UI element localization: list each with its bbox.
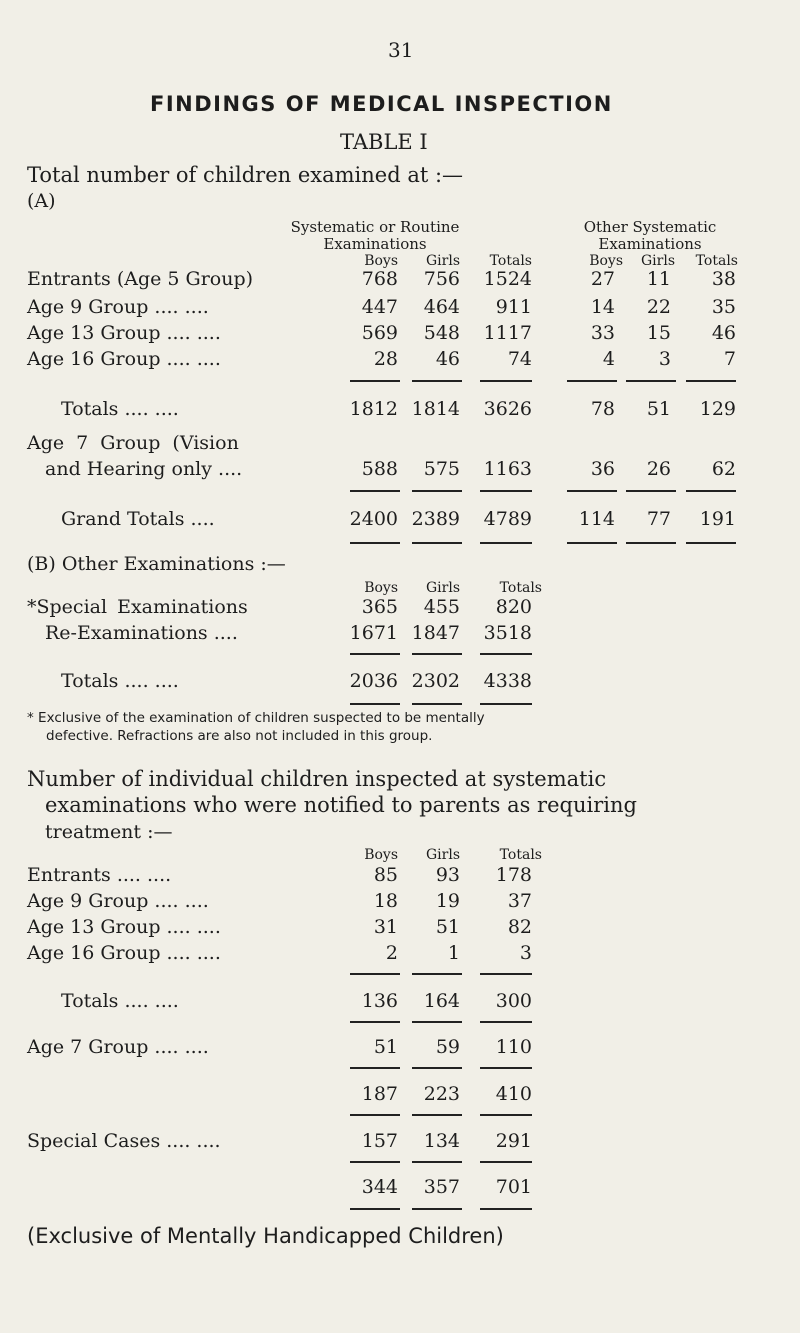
row-label: Entrants .... .... <box>27 864 172 886</box>
cell: 134 <box>423 1130 460 1152</box>
totals-label: Totals .... .... <box>61 990 179 1012</box>
cell: 62 <box>711 458 736 480</box>
cell: 85 <box>373 864 398 886</box>
cell: 2389 <box>411 508 460 530</box>
row-label: *Special Examinations <box>27 596 248 618</box>
cell: 291 <box>495 1130 532 1152</box>
row-label: Entrants (Age 5 Group) <box>27 268 254 290</box>
rule <box>350 490 400 492</box>
footnote-line-2: defective. Refractions are also not included in this group. <box>46 728 433 744</box>
rule <box>626 380 676 382</box>
cell: 447 <box>361 296 398 318</box>
group-header-routine-1: Systematic or Routine <box>290 218 460 236</box>
col-header: Girls <box>425 847 460 863</box>
rule <box>350 973 400 975</box>
cell: 911 <box>495 296 532 318</box>
cell: 1812 <box>349 398 398 420</box>
row-label: Age 13 Group .... .... <box>27 916 221 938</box>
cell: 157 <box>361 1130 398 1152</box>
cell: 7 <box>723 348 736 370</box>
cell: 11 <box>646 268 671 290</box>
cell: 22 <box>646 296 671 318</box>
cell: 14 <box>590 296 615 318</box>
col-header: Totals <box>489 253 532 269</box>
cell: 114 <box>578 508 615 530</box>
col-header: Boys <box>364 847 398 863</box>
cell: 2036 <box>349 670 398 692</box>
cell: 4 <box>602 348 615 370</box>
col-header: Boys <box>364 580 398 596</box>
cell: 178 <box>495 864 532 886</box>
section-c-intro-2: examinations who were notified to parents as requiring <box>45 793 637 817</box>
rule <box>480 653 532 655</box>
cell: 46 <box>435 348 460 370</box>
page-heading: FINDINGS OF MEDICAL INSPECTION <box>150 92 613 116</box>
rule <box>480 1208 532 1210</box>
rule <box>350 1114 400 1116</box>
rule <box>686 490 736 492</box>
cell: 701 <box>495 1176 532 1198</box>
rule <box>480 1067 532 1069</box>
col-header: Totals <box>499 847 542 863</box>
cell: 19 <box>435 890 460 912</box>
cell: 3626 <box>483 398 532 420</box>
cell: 2302 <box>411 670 460 692</box>
rule <box>350 703 400 705</box>
cell: 357 <box>423 1176 460 1198</box>
rule <box>480 380 532 382</box>
cell: 756 <box>423 268 460 290</box>
group-header-other-1: Other Systematic <box>583 218 717 236</box>
cell: 15 <box>646 322 671 344</box>
cell: 300 <box>495 990 532 1012</box>
cell: 93 <box>435 864 460 886</box>
cell: 344 <box>361 1176 398 1198</box>
section-a-label: (A) <box>27 190 56 212</box>
cell: 26 <box>646 458 671 480</box>
col-header: Totals <box>499 580 542 596</box>
rule <box>350 542 400 544</box>
row-label: Age 13 Group .... .... <box>27 322 221 344</box>
row-label: Age 7 Group .... .... <box>27 1036 209 1058</box>
page-number: 31 <box>388 38 414 62</box>
rule <box>686 542 736 544</box>
row-label: Age 7 Group (Vision <box>27 432 239 454</box>
rule <box>412 1067 462 1069</box>
cell: 2 <box>385 942 398 964</box>
cell: 455 <box>423 596 460 618</box>
col-header: Girls <box>425 580 460 596</box>
cell: 136 <box>361 990 398 1012</box>
rule <box>350 1021 400 1023</box>
cell: 1814 <box>411 398 460 420</box>
table-title: TABLE I <box>340 130 428 154</box>
rule <box>480 973 532 975</box>
rule <box>412 1114 462 1116</box>
rule <box>412 380 462 382</box>
rule <box>350 1208 400 1210</box>
rule <box>626 490 676 492</box>
cell: 4789 <box>483 508 532 530</box>
row-label: Age 9 Group .... .... <box>27 296 209 318</box>
cell: 31 <box>373 916 398 938</box>
rule <box>412 1161 462 1163</box>
rule <box>567 490 617 492</box>
col-header: Boys <box>364 253 398 269</box>
cell: 37 <box>507 890 532 912</box>
cell: 35 <box>711 296 736 318</box>
rule <box>480 703 532 705</box>
rule <box>350 1067 400 1069</box>
cell: 4338 <box>483 670 532 692</box>
col-header: Girls <box>640 253 675 269</box>
section-c-intro-3: treatment :— <box>45 821 173 843</box>
rule <box>412 703 462 705</box>
rule <box>480 490 532 492</box>
rule <box>480 542 532 544</box>
cell: 33 <box>590 322 615 344</box>
rule <box>626 542 676 544</box>
totals-label: Totals .... .... <box>61 670 179 692</box>
rule <box>412 653 462 655</box>
cell: 410 <box>495 1083 532 1105</box>
cell: 2400 <box>349 508 398 530</box>
rule <box>350 380 400 382</box>
cell: 82 <box>507 916 532 938</box>
col-header: Girls <box>425 253 460 269</box>
rule <box>412 1021 462 1023</box>
cell: 1847 <box>411 622 460 644</box>
cell: 223 <box>423 1083 460 1105</box>
cell: 78 <box>590 398 615 420</box>
cell: 3 <box>519 942 532 964</box>
cell: 3 <box>658 348 671 370</box>
rule <box>412 1208 462 1210</box>
col-header: Boys <box>589 253 623 269</box>
col-header: Totals <box>695 253 738 269</box>
cell: 191 <box>699 508 736 530</box>
group-header-routine-2: Examinations <box>323 235 427 253</box>
cell: 575 <box>423 458 460 480</box>
rule <box>480 1161 532 1163</box>
rule <box>412 490 462 492</box>
cell: 569 <box>361 322 398 344</box>
cell: 187 <box>361 1083 398 1105</box>
cell: 110 <box>495 1036 532 1058</box>
cell: 588 <box>361 458 398 480</box>
cell: 768 <box>361 268 398 290</box>
cell: 36 <box>590 458 615 480</box>
cell: 59 <box>435 1036 460 1058</box>
cell: 464 <box>423 296 460 318</box>
rule <box>480 1114 532 1116</box>
section-c-intro-1: Number of individual children inspected at systematic <box>27 767 607 791</box>
cell: 1524 <box>483 268 532 290</box>
row-label: and Hearing only .... <box>45 458 243 480</box>
totals-label: Totals .... .... <box>61 398 179 420</box>
cell: 27 <box>590 268 615 290</box>
intro-text: Total number of children examined at :— <box>27 163 464 187</box>
row-label: Age 16 Group .... .... <box>27 348 221 370</box>
cell: 74 <box>507 348 532 370</box>
cell: 1163 <box>483 458 532 480</box>
cell: 820 <box>495 596 532 618</box>
row-label: Re-Examinations .... <box>45 622 238 644</box>
cell: 164 <box>423 990 460 1012</box>
row-label: Age 9 Group .... .... <box>27 890 209 912</box>
grand-totals-label: Grand Totals .... <box>61 508 215 530</box>
rule <box>412 542 462 544</box>
cell: 46 <box>711 322 736 344</box>
cell: 3518 <box>483 622 532 644</box>
cell: 365 <box>361 596 398 618</box>
closing-note: (Exclusive of Mentally Handicapped Children) <box>27 1224 504 1248</box>
cell: 51 <box>646 398 671 420</box>
footnote-line-1: * Exclusive of the examination of children suspected to be mentally <box>27 710 485 726</box>
cell: 18 <box>373 890 398 912</box>
rule <box>350 653 400 655</box>
rule <box>686 380 736 382</box>
cell: 548 <box>423 322 460 344</box>
cell: 1 <box>447 942 460 964</box>
cell: 77 <box>646 508 671 530</box>
row-label: Special Cases .... .... <box>27 1130 221 1152</box>
rule <box>567 380 617 382</box>
group-header-other-2: Examinations <box>598 235 702 253</box>
cell: 51 <box>435 916 460 938</box>
cell: 1117 <box>483 322 532 344</box>
row-label: Age 16 Group .... .... <box>27 942 221 964</box>
rule <box>412 973 462 975</box>
rule <box>350 1161 400 1163</box>
cell: 1671 <box>349 622 398 644</box>
cell: 28 <box>373 348 398 370</box>
rule <box>480 1021 532 1023</box>
rule <box>567 542 617 544</box>
cell: 51 <box>373 1036 398 1058</box>
cell: 129 <box>699 398 736 420</box>
section-b-label: (B) Other Examinations :— <box>27 553 286 575</box>
cell: 38 <box>711 268 736 290</box>
